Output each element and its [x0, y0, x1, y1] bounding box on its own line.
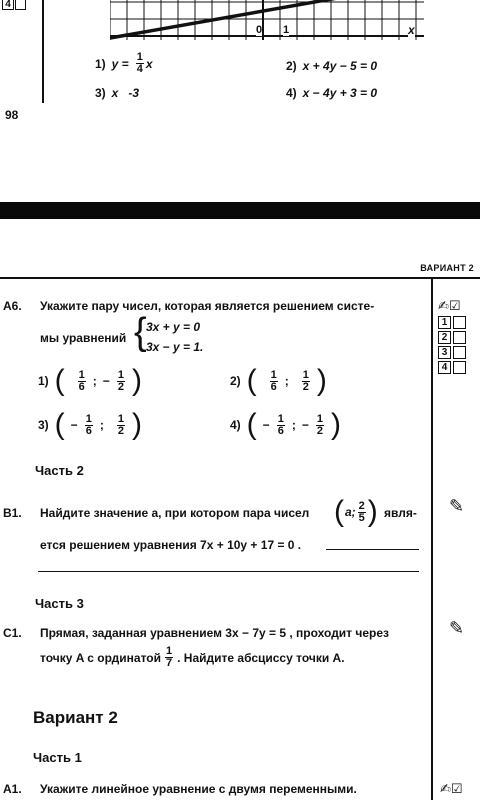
part2-title: Часть 2 [35, 463, 84, 478]
top-fragment [0, 0, 480, 135]
answer-box-1-empty[interactable] [453, 316, 466, 329]
answer-box-3[interactable]: 3 [438, 346, 451, 359]
system-eq1: 3x + y = 0 [146, 320, 201, 334]
system-brace: { [134, 311, 147, 353]
c1-text-line1: Прямая, заданная уравнением 3x − 7y = 5 , проходит через [40, 626, 390, 640]
axis-one-label: 1 [283, 24, 290, 36]
a6-text-line1: Укажите пару чисел, которая является решением систе- [40, 299, 375, 313]
b1-text-line1-tail: явля- [384, 506, 417, 520]
c1-text-line2: точку A с ординатой $\frac{1}{7}$ . Найдите абсциссу точки A. [40, 645, 345, 669]
b1-id: В1. [3, 506, 22, 520]
graph-box [0, 0, 26, 12]
a1-id: А1. [3, 782, 22, 796]
page-number: 98 [5, 108, 19, 122]
check-marks: ✍☑ [438, 298, 461, 313]
part3-title: Часть 3 [35, 596, 84, 611]
coordinate-grid [110, 0, 424, 40]
answer-box-3-empty[interactable] [453, 346, 466, 359]
b1-text-line1: Найдите значение a, при котором пара чисел [40, 506, 310, 520]
a6-option-1: 1) ( $\frac{1}{6}$ ; − $\frac{1}{2}$ ) [38, 364, 142, 397]
answer-box-4-empty[interactable] [453, 361, 466, 374]
top-option-3: 3) x -3 [95, 86, 140, 100]
b1-answer-line-2[interactable] [38, 571, 419, 572]
a1-text: Укажите линейное уравнение с двумя переменными. [40, 782, 357, 796]
answer-box-2[interactable]: 2 [438, 331, 451, 344]
b1-pair: ( a; $\frac{2}{5}$ ) [334, 495, 378, 528]
answer-column-border [431, 279, 433, 800]
a6-answer-boxes [438, 298, 476, 374]
top-option-4: 4) x − 4y + 3 = 0 [286, 86, 378, 100]
header-rule [0, 277, 480, 279]
answer-box-1[interactable]: 1 [438, 316, 451, 329]
top-option-1: 1) y = $\frac{1}{4}$ x [95, 51, 153, 75]
check-marks: ✍☑ [440, 781, 463, 796]
a6-option-4: 4) ( − $\frac{1}{6}$ ; − $\frac{1}{2}$ ) [230, 408, 341, 441]
axis-zero-label: 0 [256, 24, 263, 36]
pen-icon: ✎ [449, 618, 465, 638]
a6-option-2: 2) ( $\frac{1}{6}$ ; $\frac{1}{2}$ ) [230, 364, 327, 397]
axis-x-label: x [408, 23, 415, 37]
a6-text-line2: мы уравнений [40, 331, 127, 345]
b1-answer-line-1[interactable] [326, 549, 419, 550]
graph-box-empty [15, 0, 26, 10]
answer-box-4[interactable]: 4 [438, 361, 451, 374]
c1-id: С1. [3, 626, 22, 640]
system-eq2: 3x − y = 1. [146, 340, 204, 354]
a6-id: А6. [3, 299, 22, 313]
variant2-title: Вариант 2 [33, 708, 118, 727]
graph-box-label: 4 [2, 0, 14, 10]
a6-option-3: 3) ( − $\frac{1}{6}$ ; $\frac{1}{2}$ ) [38, 408, 142, 441]
pen-icon: ✎ [449, 496, 465, 516]
variant-header-tag: ВАРИАНТ 2 [420, 263, 474, 273]
variant2-part1: Часть 1 [33, 750, 82, 765]
answer-box-2-empty[interactable] [453, 331, 466, 344]
page-left-border [42, 0, 44, 103]
page-separator [0, 202, 480, 219]
top-option-2: 2) x + 4y − 5 = 0 [286, 59, 378, 73]
b1-text-line2: ется решением уравнения 7x + 10y + 17 = 0 . [40, 538, 302, 552]
